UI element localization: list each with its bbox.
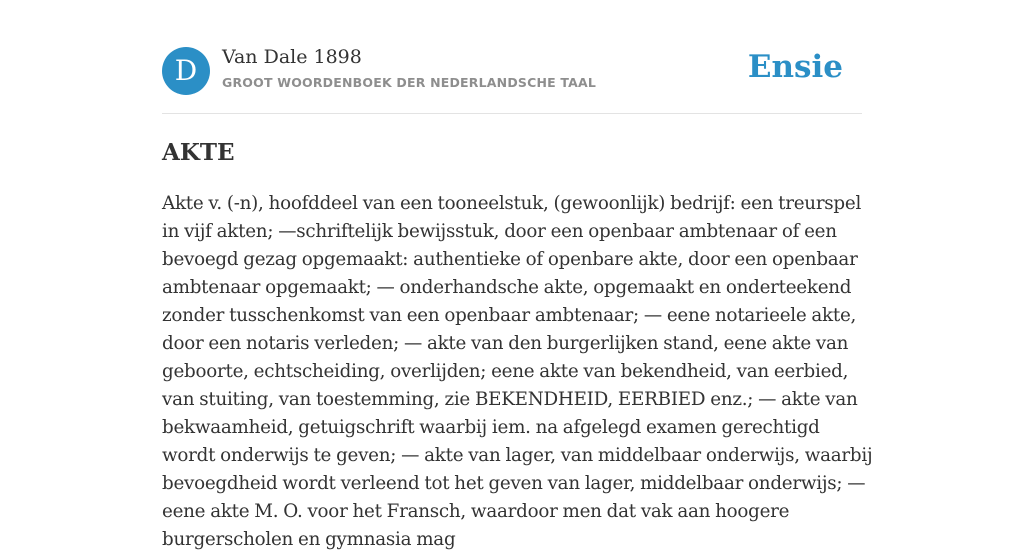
entry-definition: Akte v. (-n), hoofddeel van een tooneelstuk, (gewoonlijk) bedrijf: een treurspel in vijf akten; —schriftelijk bewijsstuk, door een openbaar ambtenaar of een bevoegd gezag opgemaakt: authentieke of openbare akte, door een openbaar ambtenaar opgemaakt; — onderhandsche akte, opgemaakt en onderteekend zonder tusschenkomst van een openbaar ambtenaar; — eene notarieele akte, door een notaris verleden; — akte van den burgerlijken stand, eene akte van geboorte, echtscheiding, overlijden; eene akte van bekendheid, van eerbied, van stuiting, van toestemming, zie BEKENDHEID, EERBIED enz.; — akte van bekwaamheid, getuigschrift waarbij iem. na afgelegd examen gerechtigd wordt onderwijs te geven; — akte van lager, van middelbaar onderwijs, waarbij bevoegdheid wordt verleend tot het geven van lager, middelbaar onderwijs; — eene akte M. O. voor het Fransch, waardoor men dat vak aan hoogere burgerscholen en gymnasia mag	[162, 193, 873, 550]
page-header	[162, 0, 862, 114]
page-container	[162, 0, 873, 550]
source-subtitle: GROOT WOORDENBOEK DER NEDERLANDSCHE TAAL	[222, 75, 597, 90]
source-title[interactable]: Van Dale 1898	[222, 46, 362, 68]
brand-logo[interactable]: Ensie	[747, 49, 843, 85]
entry-headword: AKTE	[162, 139, 235, 166]
source-avatar[interactable]: D	[162, 47, 210, 95]
